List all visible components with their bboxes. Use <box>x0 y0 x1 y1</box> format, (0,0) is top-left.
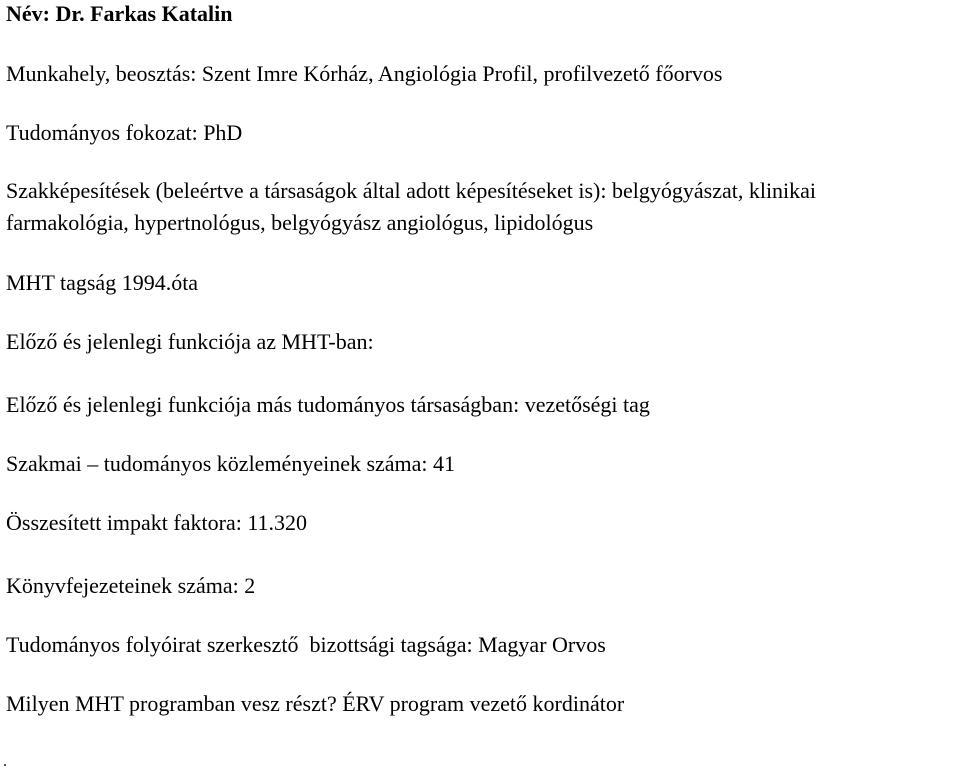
name-label: Név: <box>6 1 50 26</box>
book-chapters-line <box>6 573 255 599</box>
editorial-label-part2: bizottsági tagsága: <box>309 632 473 657</box>
mht-function-label: Előző és jelenlegi funkciója az MHT-ban: <box>6 329 374 354</box>
program-line <box>6 691 624 717</box>
publications-line <box>6 451 455 477</box>
membership-text: MHT tagság 1994.óta <box>6 270 199 295</box>
impact-factor-label: Összesített impakt faktora: <box>6 510 242 535</box>
name-value: Dr. Farkas Katalin <box>55 1 233 26</box>
stray-dot-mark <box>4 764 6 766</box>
impact-factor-line <box>6 510 307 536</box>
other-function-line <box>6 392 650 418</box>
book-chapters-value: 2 <box>244 573 256 598</box>
degree-value: PhD <box>203 120 243 145</box>
impact-factor-value: 11.320 <box>247 510 308 535</box>
publications-value: 41 <box>433 451 456 476</box>
name-line <box>6 1 233 27</box>
degree-label: Tudományos fokozat: <box>6 120 198 145</box>
editorial-value: Magyar Orvos <box>478 632 606 657</box>
program-label: Milyen MHT programban vesz részt? <box>6 691 337 716</box>
publications-label: Szakmai – tudományos közleményeinek száma: <box>6 451 428 476</box>
membership-line <box>6 270 198 296</box>
workplace-label: Munkahely, beosztás: <box>6 61 197 86</box>
specializations-line-1 <box>6 178 816 204</box>
book-chapters-label: Könyvfejezeteinek száma: <box>6 573 239 598</box>
editorial-label-part1: Tudományos folyóirat szerkesztő <box>6 632 299 657</box>
specializations-line-2 <box>6 210 593 236</box>
degree-line <box>6 120 242 146</box>
workplace-line <box>6 61 722 87</box>
workplace-value: Szent Imre Kórház, Angiológia Profil, profilvezető főorvos <box>201 61 723 86</box>
specializations-value-2: farmakológia, hypertnológus, belgyógyász angiológus, lipidológus <box>6 210 594 235</box>
other-function-label: Előző és jelenlegi funkciója más tudományos társaságban: <box>6 392 520 417</box>
editorial-line <box>6 632 606 658</box>
mht-function-line <box>6 329 374 355</box>
specializations-value-1: belgyógyászat, klinikai <box>611 178 817 203</box>
program-value: ÉRV program vezető kordinátor <box>342 691 625 716</box>
specializations-label: Szakképesítések (beleértve a társaságok által adott képesítéseket is): <box>6 178 607 203</box>
other-function-value: vezetőségi tag <box>524 392 650 417</box>
